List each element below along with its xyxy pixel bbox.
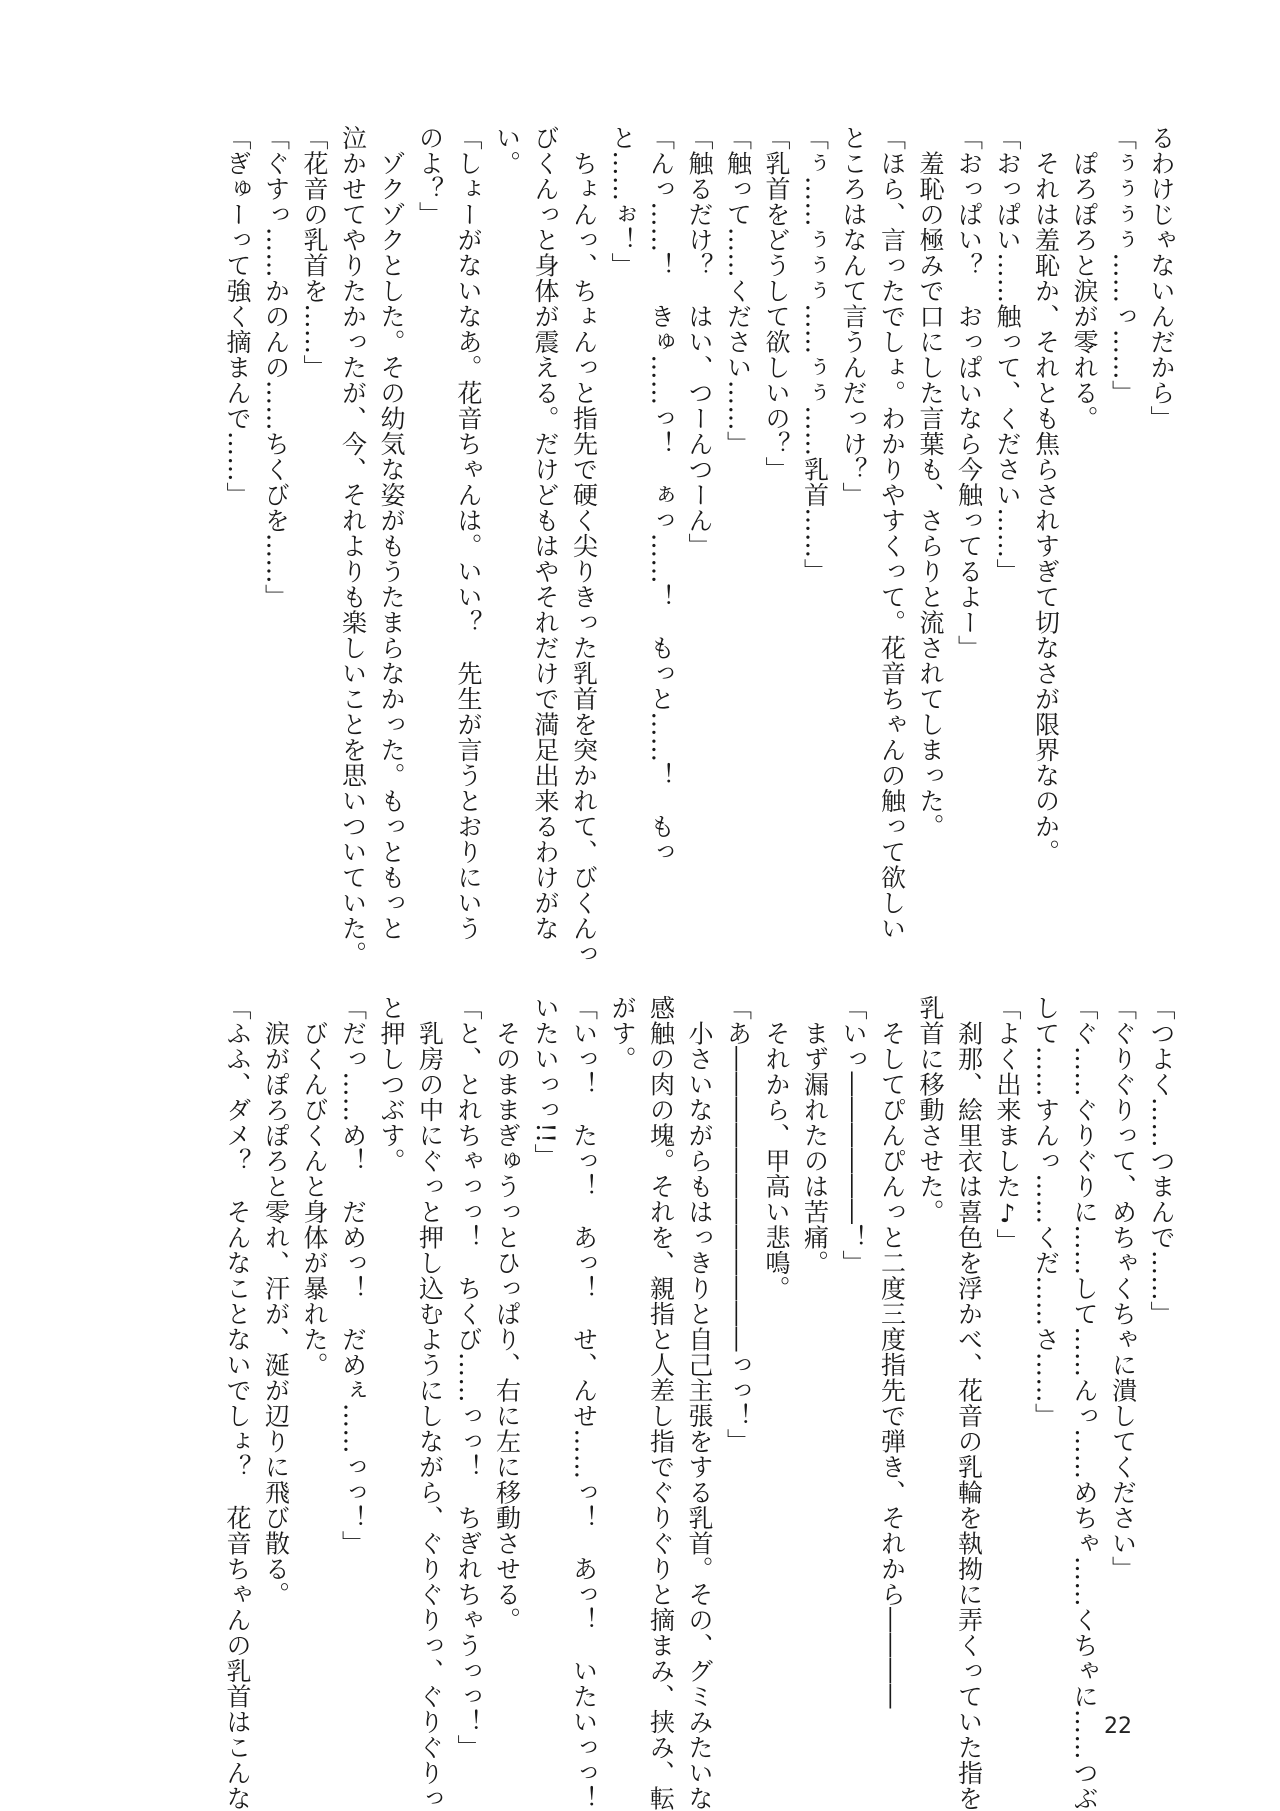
text-line: 「だっ……め！ だめっ！ だめぇ……っっ！」 [338,995,368,1556]
text-line: 「ぎゅーって強く摘まんで……」 [223,125,252,508]
text-line: ぽろぽろと涙が零れる。 [1070,125,1099,431]
text-line: と……ぉ！」 [608,125,637,278]
text-line: 「つよく……つまんで……」 [1147,995,1176,1327]
text-line: と押しつぶす。 [377,995,406,1174]
text-line: 「おっぱい……触って、ください……」 [993,125,1022,584]
upper-text-block [218,125,1181,967]
text-line: がす。 [608,995,637,1072]
text-line: ところはなんて言うんだっけ？」 [839,125,868,508]
text-line: 「ぐりぐりって、めちゃくちゃに潰してください」 [1108,995,1138,1582]
text-line: 「ぐすっ……かのんの……ちくびを……」 [261,125,291,610]
text-line: 泣かせてやりたかったが、今、それよりも楽しいことを思いついていた。 [338,125,368,967]
text-line: ちょんっ、ちょんっと指先で硬く尖りきった乳首を突かれて、びくんっ [569,125,599,967]
text-line: それは羞恥か、それとも焦らされすぎて切なさが限界なのか。 [1031,125,1061,865]
text-line: ゾクゾクとした。その幼気な姿がもうたまらなかった。もっともっと [377,125,406,941]
lower-text-block [218,995,1181,1811]
text-line: 刹那、絵里衣は喜色を浮かべ、花音の乳輪を執拗に弄くっていた指を [954,995,984,1811]
text-line: 「ぅ……ぅぅぅ……ぅぅ……乳首……」 [800,125,830,584]
text-line: 「いっ――――――！」 [839,995,868,1276]
page-number: 22 [1104,1714,1132,1739]
text-line: 「ふふ、ダメ？ そんなことないでしょ？ 花音ちゃんの乳首はこんな [223,995,252,1811]
text-line: のよ？」 [415,125,445,227]
text-line: い。 [492,125,522,176]
text-line: 「触るだけ？ はい、つーんつーん」 [685,125,714,559]
text-line: るわけじゃないんだから」 [1147,125,1176,431]
text-line: 乳房の中にぐっと押し込むようにしながら、ぐりぐりっ、ぐりぐりっ [415,995,445,1811]
text-line: そしてぴんぴんっと二度三度指先で弾き、それから―――― [877,995,907,1709]
text-line: 「触って……ください……」 [723,125,753,457]
text-line: して……すんっ……くだ……さ……」 [1031,995,1061,1429]
text-line: 「よく出来ました♪」 [993,995,1022,1254]
text-line: 小さいながらもはっきりと自己主張をする乳首。その、グミみたいな [685,995,714,1811]
text-line: まず漏れたのは苦痛。 [800,995,830,1276]
text-line: 「と、とれちゃっっ！ ちくび……っっ！ ちぎれちゃうっっ！」 [454,995,483,1760]
text-line: 乳首に移動させた。 [916,995,945,1225]
text-line: 「ぐ……ぐりぐりに……して……んっ……めちゃ……くちゃに……つぶ [1070,995,1099,1811]
text-line: 「ぅぅぅぅ……っ……」 [1108,125,1138,406]
text-line: 羞恥の極みで口にした言葉も、さらりと流されてしまった。 [916,125,945,839]
text-line: 「ほら、言ったでしょ。わかりやすくって。花音ちゃんの触って欲しい [877,125,907,941]
text-line: 感触の肉の塊。それを、親指と人差し指でぐりぐりと摘まみ、挟み、転 [646,995,676,1811]
text-line: 「しょーがないなあ。花音ちゃんは。いい？ 先生が言うとおりにいう [454,125,483,941]
text-line: いたいっっ!!」 [531,995,560,1170]
text-line: びくんびくんと身体が暴れた。 [300,995,329,1378]
text-line: そのままぎゅうっとひっぱり、右に左に移動させる。 [492,995,522,1633]
text-line: 「あ――――――――――――っっ！」 [723,995,753,1454]
text-line: 涙がぽろぽろと零れ、汗が、涎が辺りに飛び散る。 [261,995,291,1607]
text-line: 「花音の乳首を……」 [300,125,329,380]
text-line: 「んっ……！ きゅ……っ！ ぁっ……！ もっと……！ もっ [646,125,676,865]
text-line: 「いっ！ たっ！ あっ！ せ、んせ……っ！ あっ！ いたいっっ！ [569,995,599,1811]
text-line: びくんっと身体が震える。だけどもはやそれだけで満足出来るわけがな [531,125,560,941]
text-line: 「おっぱい？ おっぱいなら今触ってるよー」 [954,125,984,661]
text-line: それから、甲高い悲鳴。 [762,995,791,1301]
text-line: 「乳首をどうして欲しいの？」 [762,125,791,482]
